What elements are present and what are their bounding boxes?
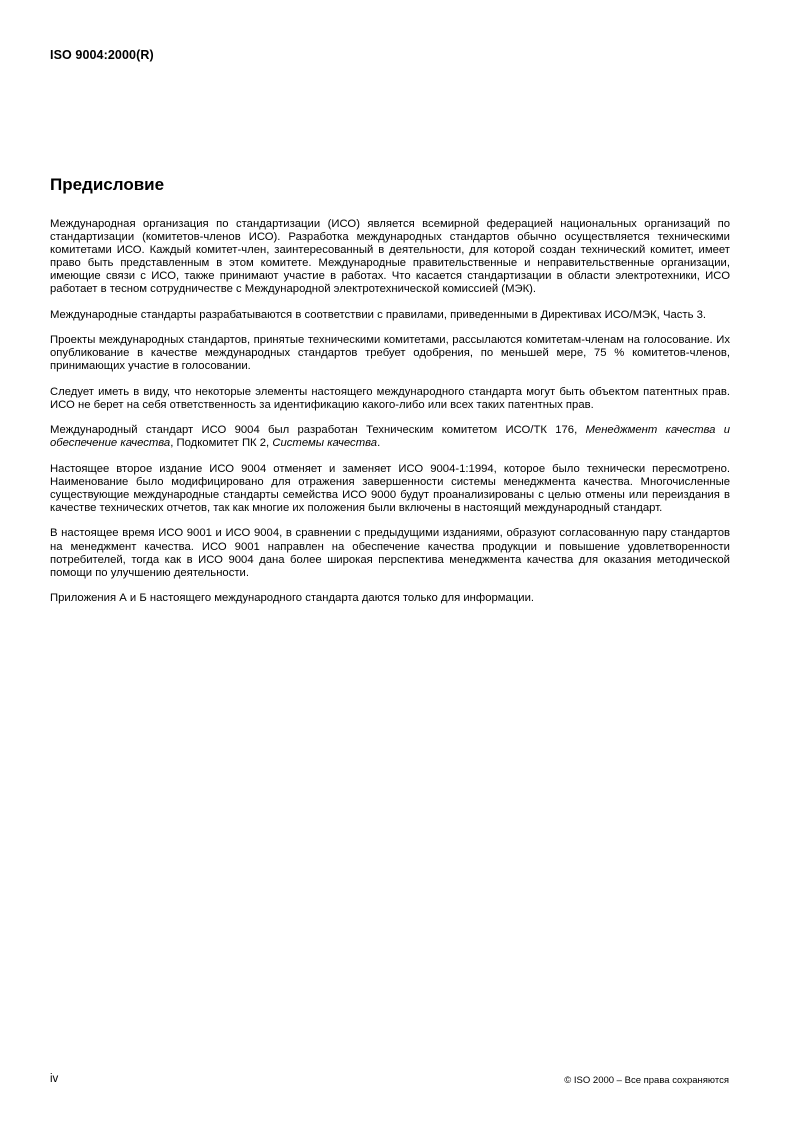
paragraph-standards-pair: В настоящее время ИСО 9001 и ИСО 9004, в сравнении с предыдущими изданиями, образуют согласованную пару стандартов на менеджмент качества. ИСО 9001 направлен на обеспечение качества продукции и повышение удовлетворенности потребителей, тогда как в ИСО 9004 дана более широкая перспектива менеджмента качества для оказания методической помощи по улучшению деятельности. (50, 527, 730, 579)
section-title: Предисловие (50, 175, 165, 194)
paragraph-annexes: Приложения А и Б настоящего международного стандарта даются только для информации. (50, 592, 535, 605)
copyright-notice: © ISO 2000 – Все права сохраняются (564, 1075, 729, 1086)
paragraph-committee (50, 424, 730, 450)
committee-name: Менеджмент качества и обеспечение качества (50, 424, 730, 450)
page-number: iv (50, 1073, 59, 1085)
paragraph-directives: Международные стандарты разрабатываются в соответствии с правилами, приведенными в Директивах ИСО/МЭК, Часть 3. (50, 308, 707, 321)
paragraph-edition: Настоящее второе издание ИСО 9004 отменяет и заменяет ИСО 9004-1:1994, которое было технически пересмотрено. Наименование было модифицировано для отражения завершенности системы менеджмента качества. Многочисленные существующие международные стандарты семейства ИСО 9000 будут проанализированы с целью отмены или переиздания в качестве технических отчетов, так как многие их положения были включены в настоящий международный стандарт. (50, 462, 730, 515)
committee-text-3: . (377, 437, 381, 450)
subcommittee-name: Системы качества (272, 437, 378, 450)
paragraph-patents: Следует иметь в виду, что некоторые элементы настоящего международного стандарта могут быть объектом патентных прав. ИСО не берет на себя ответственность за идентификацию какого-либо или всех таких патентных прав. (50, 385, 730, 411)
committee-text-1: Международный стандарт ИСО 9004 был разработан Техническим комитетом ИСО/ТК 176, (50, 424, 586, 437)
committee-text-2: , Подкомитет ПК 2, (170, 437, 273, 450)
document-code: ISO 9004:2000(R) (50, 48, 154, 62)
paragraph-iso-description: Международная организация по стандартизации (ИСО) является всемирной федерацией национальных организаций по стандартизации (комитетов-членов ИСО). Разработка международных стандартов обычно осуществляется техническими комитетами ИСО. Каждый комитет-член, заинтересованный в деятельности, для которой создан технический комитет, имеет право быть представленным в этом комитете. Международные правительственные и неправительственные организации, имеющие связи с ИСО, также принимают участие в работах. Что касается стандартизации в области электротехники, ИСО работает в тесном сотрудничестве с Международной электротехнической комиссией (МЭК). (50, 218, 730, 296)
foreword-body (50, 218, 730, 618)
paragraph-voting: Проекты международных стандартов, принятые техническими комитетами, рассылаются комитетам-членам на голосование. Их опубликование в качестве международных стандартов требует одобрения, по меньшей мере, 75 % комитетов-членов, принимающих участие в голосовании. (50, 334, 730, 373)
